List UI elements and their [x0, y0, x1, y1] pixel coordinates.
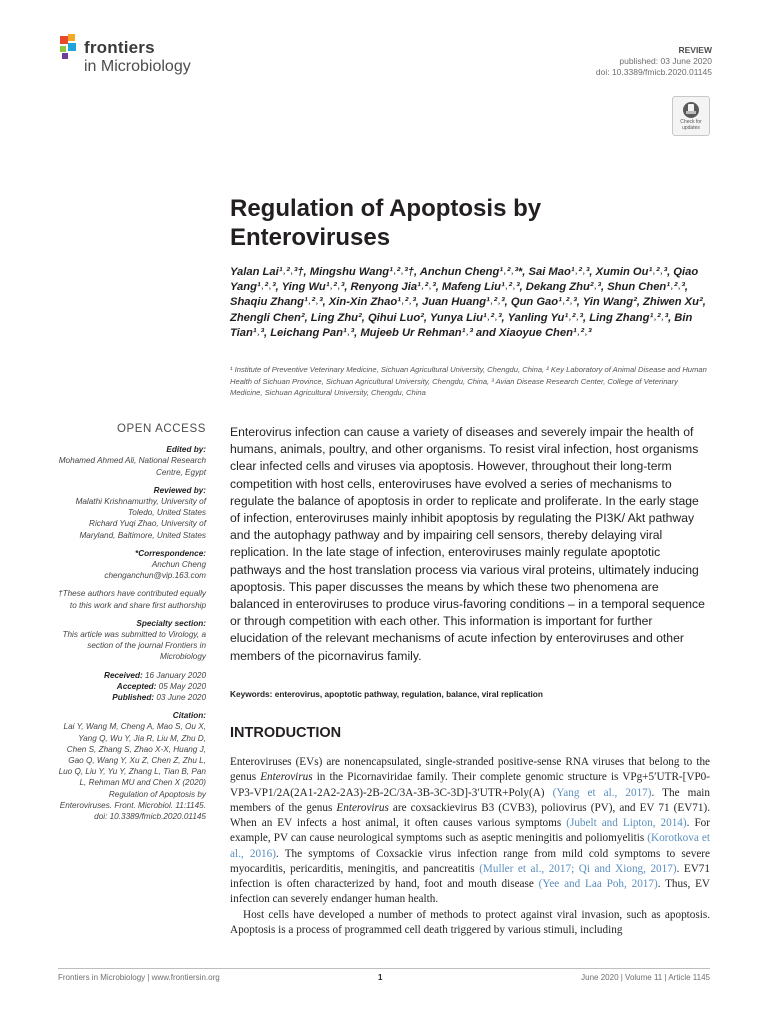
equal-contribution-note: †These authors have contributed equally to this work and share first authorship [58, 589, 206, 610]
keywords-label: Keywords: [230, 689, 273, 699]
reference-link[interactable]: (Korotkova et al., 2016) [230, 832, 710, 860]
introduction-body [230, 755, 710, 938]
reviewed-by-section [58, 485, 206, 541]
published-date-sidebar: 03 June 2020 [156, 693, 206, 703]
published-date: published: 03 June 2020 [619, 56, 712, 66]
crossmark-label: Check for updates [680, 119, 702, 131]
intro-paragraph-1: Enteroviruses (EVs) are nonencapsulated, single-stranded positive-sense RNA viruses that belong to the genus Enterovirus in the Picornaviridae family. Their complete genomic structure is VPg+5′UTR-[VP0-VP3-VP1/2A(2A1-2A2-2A3)-2B-2C/3A-3B-3C-3D]-3′UTR+Poly(A) (Yang et al., 2017). The main members of the genus Enterovirus are coxsackievirus B3 (CVB3), poliovirus (PV), and EV 71 (EV71). When an EV infects a host animal, it often causes various symptoms (Jubelt and Lipton, 2014). For example, PV can cause neurological symptoms such as aseptic meningitis and poliomyelitis (Korotkova et al., 2016). The symptoms of Coxsackie virus infection range from mild cold symptoms to severe myocarditis, pericarditis, meningitis, and pancreatitis (Muller et al., 2017; Qi and Xiong, 2017). EV71 infection is often characterized by hand, foot and mouth disease (Yee and Laa Poh, 2017). Thus, EV infection can severely endanger human health. [230, 756, 710, 906]
affiliations: ¹ Institute of Preventive Veterinary Medicine, Sichuan Agricultural University, Chengdu, China, ² Key Laboratory of Animal Disease and Human Health of Sichuan Province, Sichuan Agricultural University, Chengdu, China, ³ Avian Disease Research Center, College of Veterinary Medicine, Sichuan Agricultural University, Chengdu, China [230, 365, 707, 397]
reviewed-by-label: Reviewed by: [153, 485, 206, 495]
article-title: Regulation of Apoptosis by Enteroviruses [230, 195, 542, 251]
reference-link[interactable]: (Jubelt and Lipton, 2014) [566, 817, 687, 829]
article-doi[interactable]: doi: 10.3389/fmicb.2020.01145 [595, 67, 712, 77]
keywords-text: enterovirus, apoptotic pathway, regulation, balance, viral replication [274, 689, 543, 699]
footer-volume: June 2020 | Volume 11 | Article 1145 [581, 973, 710, 982]
edited-by-label: Edited by: [166, 445, 206, 455]
correspondence-section [58, 548, 206, 582]
reviewer: Richard Yuqi Zhao, University of Maryland, Baltimore, United States [79, 519, 206, 540]
check-for-updates-badge[interactable] [672, 96, 710, 136]
logo-frontiers-text: frontiers [84, 38, 155, 57]
specialty-section [58, 618, 206, 663]
edited-by-section [58, 444, 206, 478]
article-sidebar [58, 424, 206, 829]
accepted-label: Accepted: [116, 681, 157, 691]
abstract: Enterovirus infection can cause a variety of diseases and severely impair the health of humans, animals, poultry, and other organisms. To resist viral infection, host organisms clear infected cells and viruses via apoptosis. However, throughout their long-term competition with host cells, enteroviruses have evolved a series of mechanisms to regulate the balance of apoptosis in order to replicate and proliferate. In the early stage of infection, enteroviruses mainly inhibit apoptosis by regulating the PI3K/ Akt pathway and the autophagy pathway and by impairing cell sensors, thereby delaying viral replication. In the late stage of infection, enteroviruses mainly regulate apoptotic pathways and the host translation process via various viral proteins, ultimately inducing apoptosis. This paper discusses the means by which these two phenomena are balanced in enteroviruses to produce virus-favoring conditions – in a temporal sequence or through competition with each other. This information is important for further elucidation of the relevant mechanisms of acute infection by enteroviruses and other members of the picornavirus family. [230, 425, 705, 663]
specialty-label: Specialty section: [136, 618, 206, 628]
reference-link[interactable]: (Yang et al., 2017) [552, 786, 652, 799]
citation-text: Lai Y, Wang M, Cheng A, Mao S, Ou X, Yang Q, Wu Y, Jia R, Liu M, Zhu D, Chen S, Zhang S, Zhao X-X, Huang J, Gao Q, Wang Y, Xu Z, Chen Z, Zhu L, Luo Q, Liu Y, Yu Y, Zhang L, Tian B, Pan L, Rehman MU and Chen X (2020) Regulation of Apoptosis by Enteroviruses. Front. Microbiol. 11:1145. doi: 10.3389/fmicb.2020.01145 [58, 722, 206, 822]
correspondence-email[interactable]: chenganchun@vip.163.com [104, 571, 206, 581]
article-type: REVIEW [678, 45, 712, 55]
reviewer: Malathi Krishnamurthy, University of Toledo, United States [75, 497, 206, 518]
intro-paragraph-2: Host cells have developed a number of methods to protect against viral invasion, such as apoptosis. Apoptosis is a process of programmed cell death triggered by various stimuli, including [230, 908, 710, 936]
logo-journal-text: in Microbiology [84, 58, 191, 75]
accepted-date: 05 May 2020 [158, 681, 206, 691]
page-number: 1 [378, 973, 383, 982]
specialty-text: This article was submitted to Virology, a section of the journal Frontiers in Microbiology [62, 630, 206, 662]
crossmark-icon [673, 99, 709, 121]
citation-section [58, 710, 206, 822]
footer-divider [58, 968, 710, 969]
journal-logo [58, 34, 218, 84]
received-date: 16 January 2020 [145, 670, 206, 680]
editor-name: Mohamed Ahmed Ali, National Research Centre, Egypt [58, 456, 206, 477]
correspondence-label: *Correspondence: [135, 548, 206, 558]
published-label: Published: [112, 693, 155, 703]
dates-section [58, 670, 206, 704]
frontiers-logo-icon [58, 34, 82, 60]
section-heading-introduction: INTRODUCTION [230, 725, 342, 741]
article-meta [596, 45, 712, 78]
reference-link[interactable]: (Muller et al., 2017; Qi and Xiong, 2017) [479, 862, 677, 875]
footer-journal[interactable]: Frontiers in Microbiology | www.frontiersin.org [58, 973, 220, 982]
author-list: Yalan Lai¹˒²˒³†, Mingshu Wang¹˒²˒³†, Anchun Cheng¹˒²˒³*, Sai Mao¹˒²˒³, Xumin Ou¹˒²˒³, Qiao Yang¹˒²˒³, Ying Wu¹˒²˒³, Renyong Jia¹˒²˒³, Mafeng Liu¹˒²˒³, Dekang Zhu²˒³, Shun Chen¹˒²˒³, Shaqiu Zhang¹˒²˒³, Xin-Xin Zhao¹˒²˒³, Juan Huang¹˒²˒³, Qun Gao¹˒²˒³, Yin Wang², Zhiwen Xu², Zhengli Chen², Ling Zhu², Qihui Luo², Yunya Liu¹˒²˒³, Yanling Yu¹˒²˒³, Ling Zhang¹˒²˒³, Bin Tian¹˒³, Leichang Pan¹˒³, Mujeeb Ur Rehman¹˒³ and Xiaoyue Chen¹˒²˒³ [230, 266, 706, 339]
citation-label: Citation: [172, 711, 206, 721]
reference-link[interactable]: (Yee and Laa Poh, 2017) [538, 878, 658, 890]
received-label: Received: [104, 670, 143, 680]
open-access-label: OPEN ACCESS [116, 423, 206, 435]
correspondence-name: Anchun Cheng [151, 560, 206, 570]
keywords [230, 689, 710, 699]
